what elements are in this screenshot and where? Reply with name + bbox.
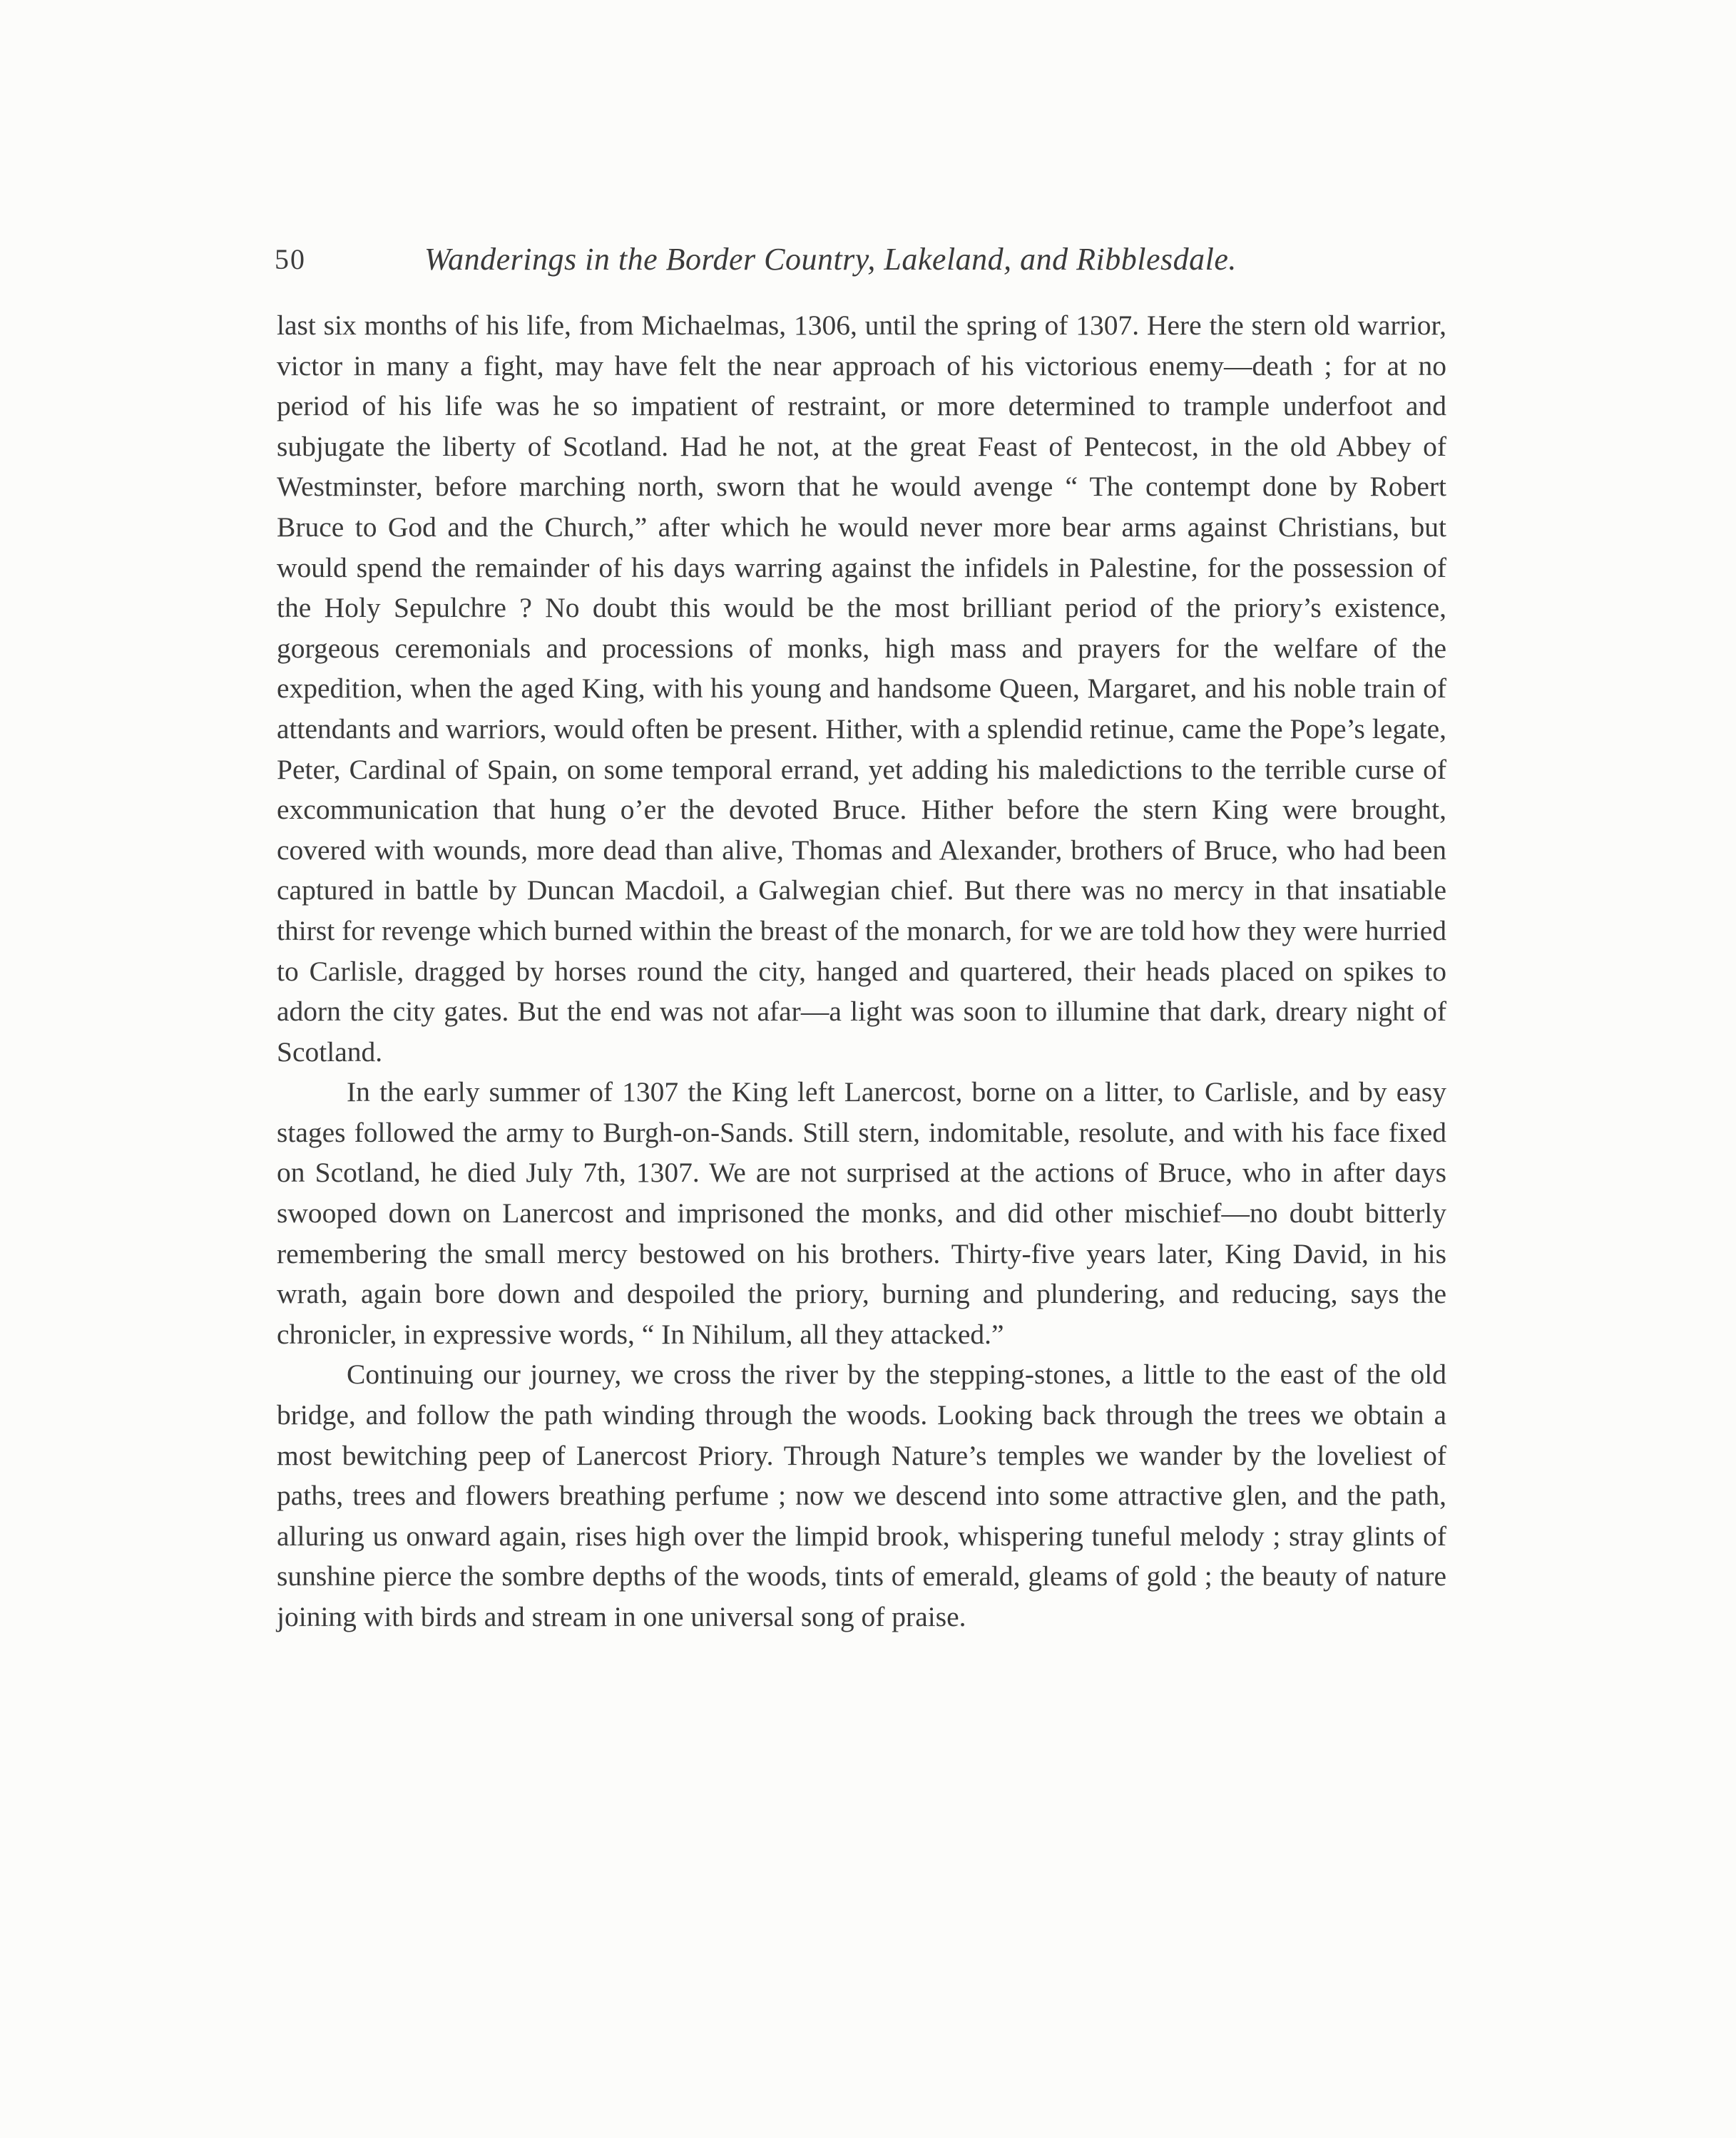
page-number: 50: [275, 243, 306, 275]
paragraph-1: last six months of his life, from Michaelmas, 1306, until the spring of 1307. Here the stern old warrior, victor in many a fight, may have felt the near approach of his victorious enemy—death ; for at no period of his life was he so impatient of restraint, or more determined to trample underfoot and subjugate the liberty of Scotland. Had he not, at the great Feast of Pentecost, in the old Abbey of Westminster, before marching north, sworn that he would avenge “ The contempt done by Robert Bruce to God and the Church,” after which he would never more bear arms against Christians, but would spend the remainder of his days warring against the infidels in Palestine, for the possession of the Holy Sepulchre ? No doubt this would be the most brilliant period of the priory’s existence, gorgeous ceremonials and processions of monks, high mass and prayers for the welfare of the expedition, when the aged King, with his young and handsome Queen, Margaret, and his noble train of attendants and warriors, would often be present. Hither, with a splendid retinue, came the Pope’s legate, Peter, Cardinal of Spain, on some temporal errand, yet adding his maledictions to the terrible curse of excommunication that hung o’er the devoted Bruce. Hither before the stern King were brought, covered with wounds, more dead than alive, Thomas and Alexander, brothers of Bruce, who had been captured in battle by Duncan Macdoil, a Galwegian chief. But there was no mercy in that insatiable thirst for revenge which burned within the breast of the monarch, for we are told how they were hurried to Carlisle, dragged by horses round the city, hanged and quartered, their heads placed on spikes to adorn the city gates. But the end was not afar—a light was soon to illumine that dark, dreary night of Scotland.: [277, 310, 1446, 1068]
running-head: [275, 242, 1451, 285]
paragraph-2: In the early summer of 1307 the King left Lanercost, borne on a litter, to Carlisle, and by easy stages followed the army to Burgh-on-Sands. Still stern, indomitable, resolute, and with his face fixed on Scotland, he died July 7th, 1307. We are not surprised at the actions of Bruce, who in after days swooped down on Lanercost and imprisoned the monks, and did other mischief—no doubt bitterly remembering the small mercy bestowed on his brothers. Thirty-five years later, King David, in his wrath, again bore down and despoiled the priory, burning and plundering, and reducing, says the chronicler, in expressive words, “ In Nihilum, all they attacked.”: [277, 1076, 1446, 1350]
paragraph-3: Continuing our journey, we cross the river by the stepping-stones, a little to the east of the old bridge, and follow the path winding through the woods. Looking back through the trees we obtain a most bewitching peep of Lanercost Priory. Through Nature’s temples we wander by the loveliest of paths, trees and flowers breathing perfume ; now we descend into some attractive glen, and the path, alluring us onward again, rises high over the limpid brook, whispering tuneful melody ; stray glints of sunshine pierce the sombre depths of the woods, tints of emerald, gleams of gold ; the beauty of nature joining with birds and stream in one universal song of praise.: [277, 1359, 1446, 1632]
running-title: Wanderings in the Border Country, Lakeland, and Ribblesdale.: [424, 242, 1237, 277]
body-text: [277, 305, 1446, 1637]
